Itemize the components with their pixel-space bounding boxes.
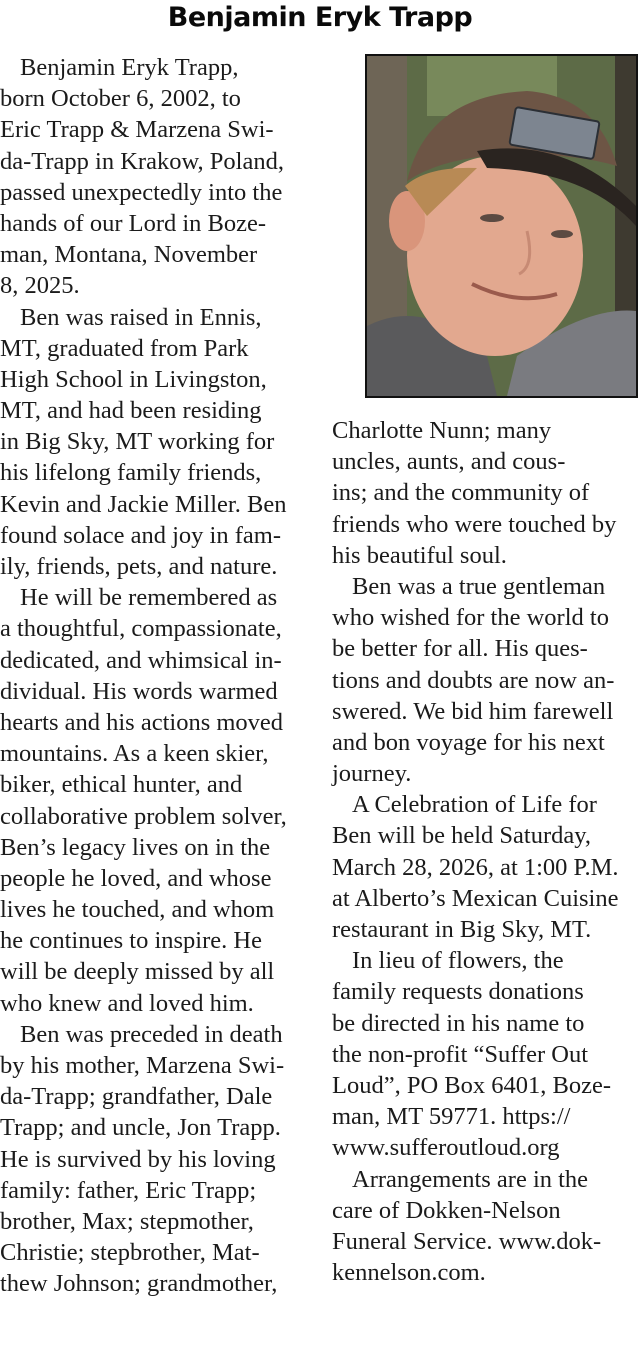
obituary-text-line: tions and doubts are now an- xyxy=(332,666,615,694)
obituary-text-line: Ben was a true gentleman xyxy=(352,572,606,600)
obituary-text-line: brother, Max; stepmother, xyxy=(0,1207,254,1235)
obituary-text-line: Charlotte Nunn; many xyxy=(332,417,552,444)
obituary-text-line: Funeral Service. www.dok- xyxy=(332,1227,602,1255)
obituary-text-line: dividual. His words warmed xyxy=(0,677,278,705)
obituary-text-line: the non-profit “Suffer Out xyxy=(332,1040,589,1068)
obituary-text-line: mountains. As a keen skier, xyxy=(0,740,269,768)
obituary-text-line: Ben will be held Saturday, xyxy=(332,822,592,850)
obituary-text-line: family requests donations xyxy=(332,978,584,1006)
obituary-text-line: be better for all. His ques- xyxy=(332,635,588,663)
obituary-text-line: da-Trapp in Krakow, Poland, xyxy=(0,147,284,175)
obituary-text-line: March 28, 2026, at 1:00 P.M. xyxy=(332,853,619,881)
obituary-text-line: thew Johnson; grandmother, xyxy=(0,1270,278,1298)
obituary-text-line: dedicated, and whimsical in- xyxy=(0,646,282,674)
obituary-text-line: He will be remembered as xyxy=(20,584,278,612)
obituary-text-line: Kevin and Jackie Miller. Ben xyxy=(0,490,287,518)
obituary-text-line: MT, and had been residing xyxy=(0,397,262,425)
obituary-text-line: Christie; stepbrother, Mat- xyxy=(0,1239,260,1267)
obituary-text-line: he continues to inspire. He xyxy=(0,927,262,955)
obituary-text-line: restaurant in Big Sky, MT. xyxy=(332,916,592,943)
obituary-right-column xyxy=(332,415,640,1288)
obituary-text-line: www.sufferoutloud.org xyxy=(332,1134,560,1162)
obituary-text-line: Ben was preceded in death xyxy=(20,1020,283,1048)
obituary-text-line: Ben’s legacy lives on in the xyxy=(0,833,271,861)
portrait-image-icon xyxy=(367,56,636,396)
obituary-title: Benjamin Eryk Trapp xyxy=(167,2,473,33)
obituary-text-line: Eric Trapp & Marzena Swi- xyxy=(0,116,274,144)
obituary-text-line: collaborative problem solver, xyxy=(0,802,287,830)
obituary-text-line: He is survived by his loving xyxy=(0,1145,276,1173)
obituary-text-line: ily, friends, pets, and nature. xyxy=(0,553,278,580)
obituary-text-line: man, MT 59771. https:// xyxy=(332,1103,571,1131)
obituary-text-line: born October 6, 2002, to xyxy=(0,85,241,113)
obituary-text-line: in Big Sky, MT working for xyxy=(0,428,275,456)
obituary-text-line: Loud”, PO Box 6401, Boze- xyxy=(332,1071,611,1099)
obituary-text-line: biker, ethical hunter, and xyxy=(0,771,243,799)
obituary-text-line: care of Dokken-Nelson xyxy=(332,1196,561,1224)
obituary-text-line: man, Montana, November xyxy=(0,241,258,269)
obituary-text-line: da-Trapp; grandfather, Dale xyxy=(0,1083,273,1111)
obituary-text-line: and bon voyage for his next xyxy=(332,728,605,756)
obituary-text-line: 8, 2025. xyxy=(0,272,80,300)
obituary-text-line: hands of our Lord in Boze- xyxy=(0,209,267,237)
obituary-text-line: his beautiful soul. xyxy=(332,541,507,569)
obituary-text-line: who wished for the world to xyxy=(332,604,609,632)
obituary-text-line: hearts and his actions moved xyxy=(0,708,284,736)
obituary-text-line: friends who were touched by xyxy=(332,510,617,538)
obituary-text-line: MT, graduated from Park xyxy=(0,334,249,362)
obituary-text-line: found solace and joy in fam- xyxy=(0,521,281,549)
obituary-text-line: kennelson.com. xyxy=(332,1259,486,1287)
obituary-text-line: uncles, aunts, and cous- xyxy=(332,448,566,476)
obituary-text-line: Arrangements are in the xyxy=(352,1165,589,1193)
obituary-text-line: Ben was raised in Ennis, xyxy=(20,303,262,331)
obituary-text-line: who knew and loved him. xyxy=(0,989,254,1017)
obituary-text-line: swered. We bid him farewell xyxy=(332,697,614,725)
obituary-text-line: be directed in his name to xyxy=(332,1009,585,1037)
obituary-text-line: Trapp; and uncle, Jon Trapp. xyxy=(0,1114,281,1142)
obituary-text-line: lives he touched, and whom xyxy=(0,896,275,924)
obituary-text-line: ins; and the community of xyxy=(332,479,590,507)
obituary-left-column xyxy=(0,52,318,1300)
obituary-text-line: High School in Livingston, xyxy=(0,365,267,393)
obituary-text-line: will be deeply missed by all xyxy=(0,958,275,986)
obituary-text-line: Benjamin Eryk Trapp, xyxy=(20,54,239,81)
obituary-text-line: a thoughtful, compassionate, xyxy=(0,615,282,643)
obituary-text-line: people he loved, and whose xyxy=(0,864,272,892)
obituary-text-line: In lieu of flowers, the xyxy=(352,947,564,975)
obituary-text-line: A Celebration of Life for xyxy=(352,791,597,819)
obituary-text-line: at Alberto’s Mexican Cuisine xyxy=(332,884,619,912)
obituary-text-line: by his mother, Marzena Swi- xyxy=(0,1052,285,1079)
obituary-text-line: journey. xyxy=(332,760,412,788)
portrait-photo xyxy=(365,54,638,398)
obituary-text-line: his lifelong family friends, xyxy=(0,459,262,487)
obituary-text-line: family: father, Eric Trapp; xyxy=(0,1176,257,1204)
obituary-text-line: passed unexpectedly into the xyxy=(0,178,283,206)
